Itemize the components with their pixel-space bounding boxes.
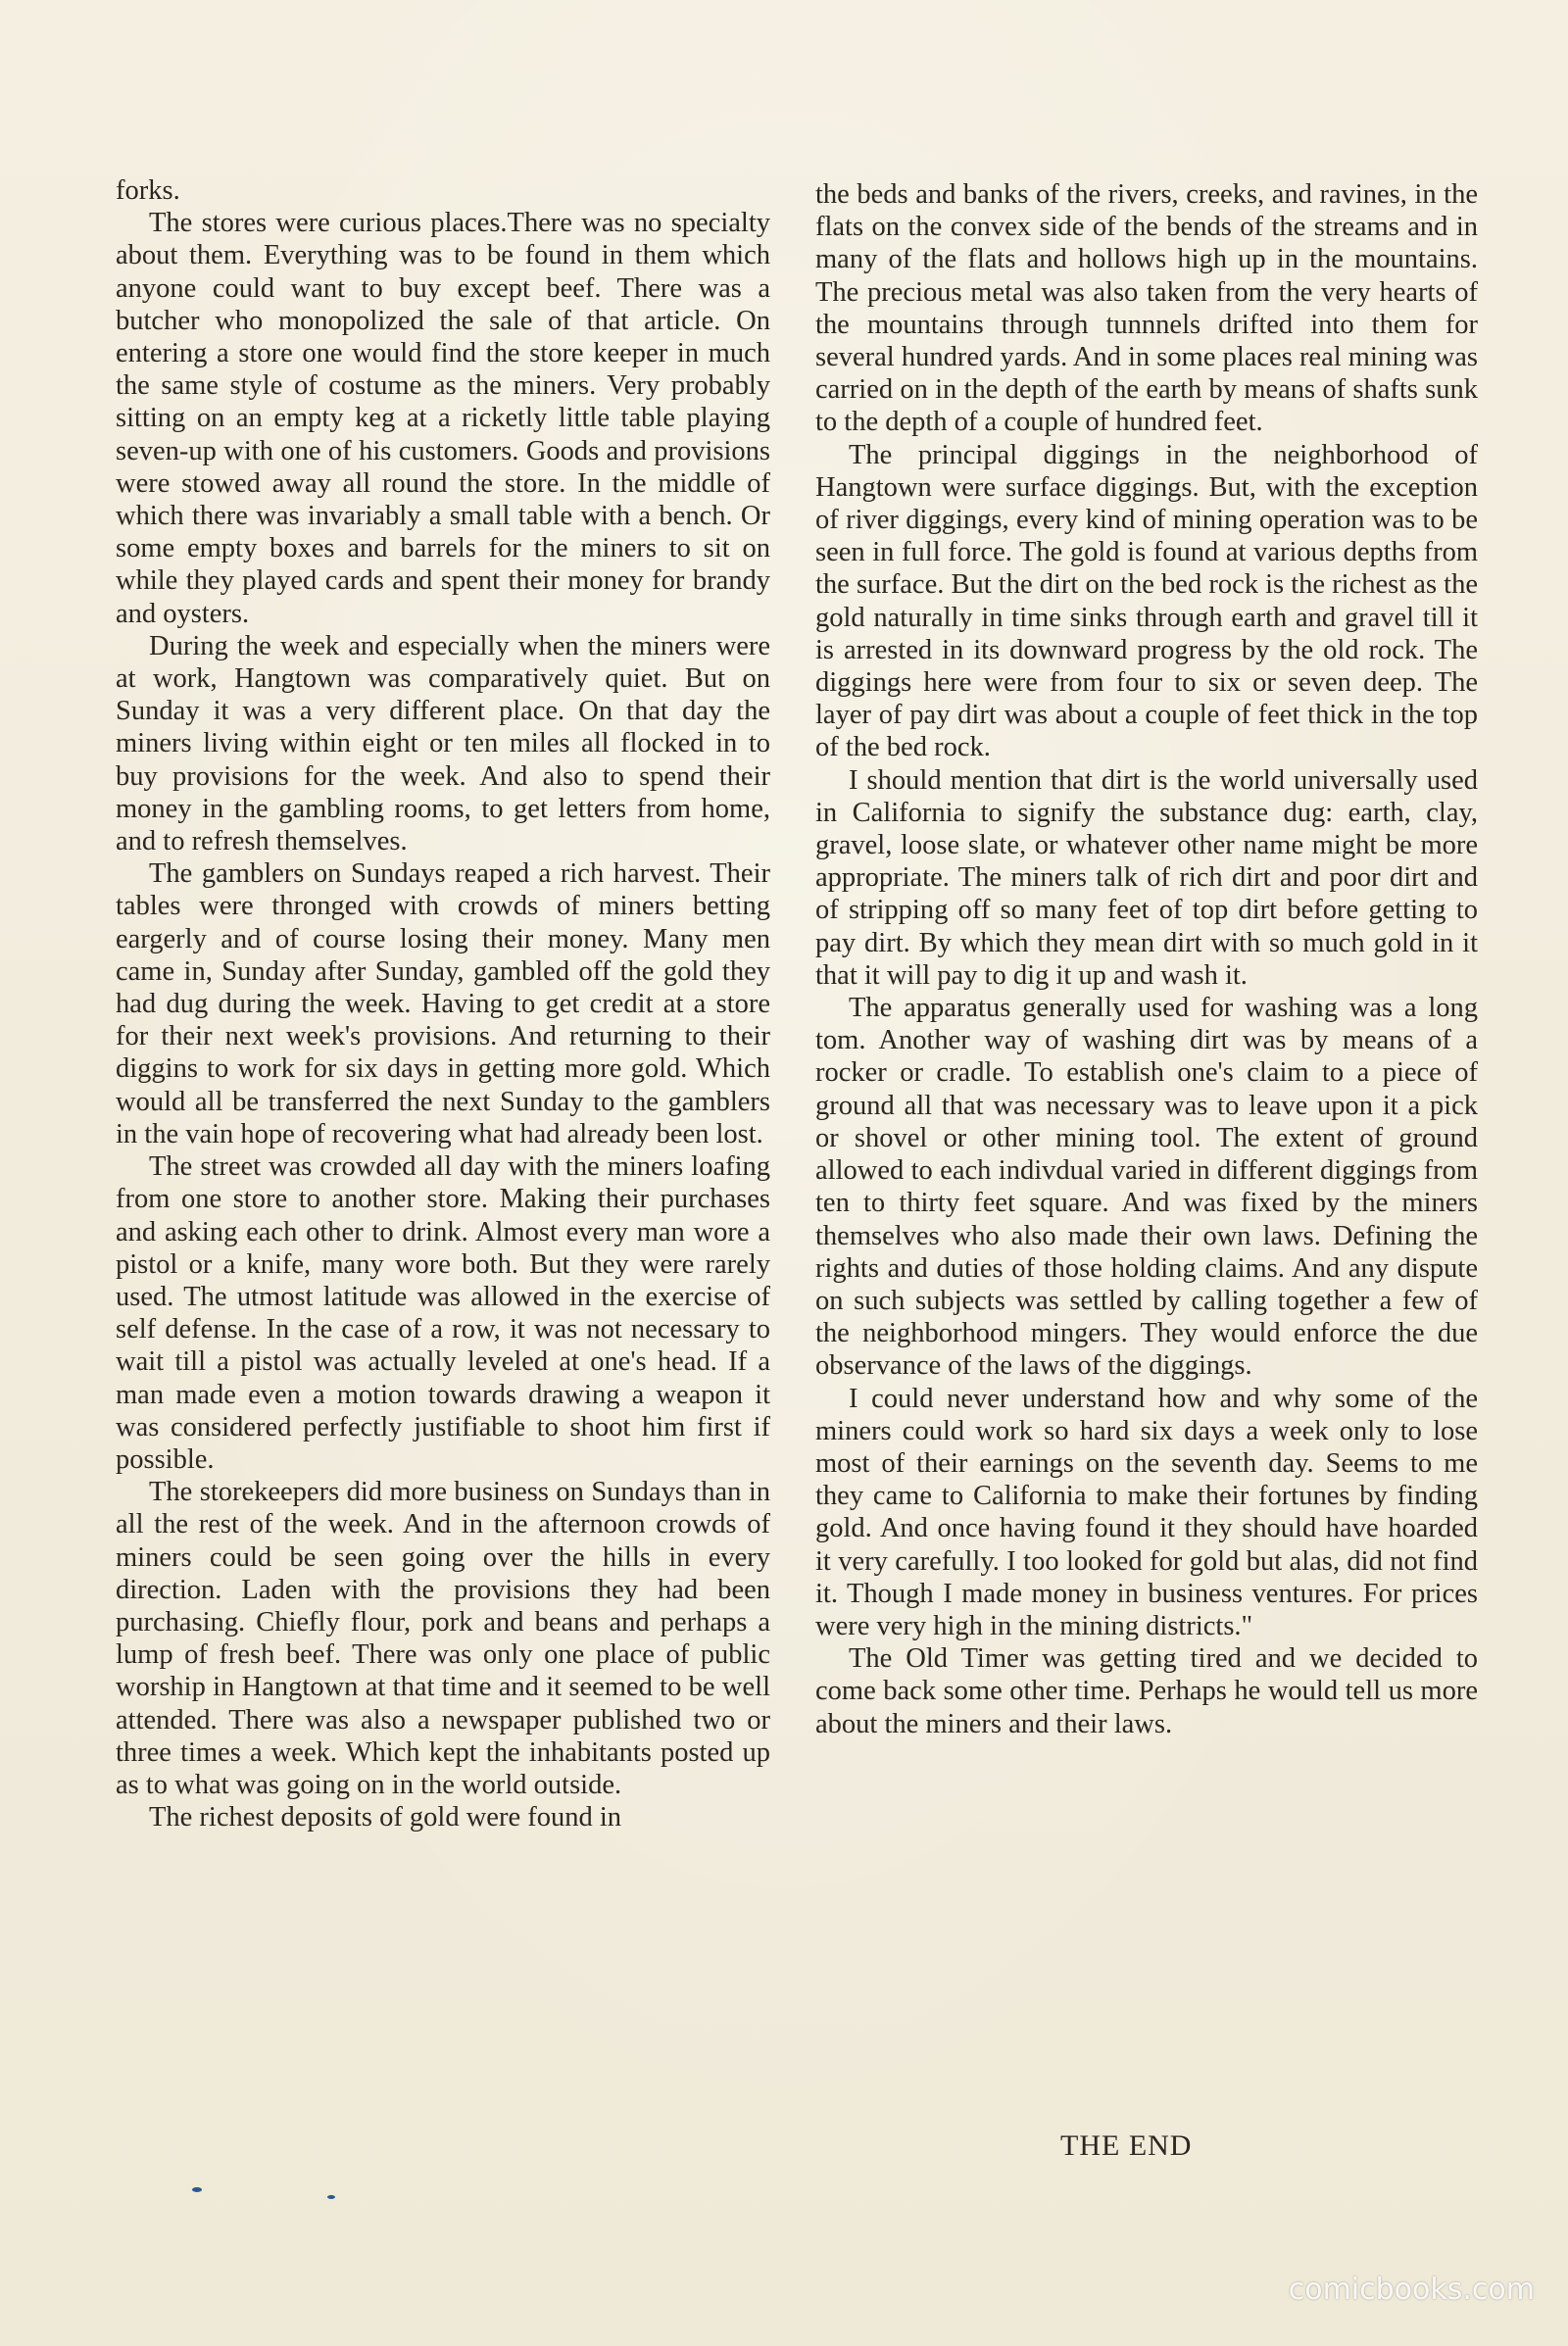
left-column [116,174,770,1833]
ink-speck [327,2195,335,2199]
paragraph: The gamblers on Sundays reaped a rich harvest. Their tables were thronged with crowds of miners betting eargerly and of course losing their money. Many men came in, Sunday after Sunday, gambled off the gold they had dug during the week. Having to get credit at a store for their next week's provisions. And returning to their diggins to work for six days in getting more gold. Which would all be transferred the next Sunday to the gamblers in the vain hope of recovering what had already been lost. [116,858,770,1149]
paragraph: The apparatus generally used for washing was a long tom. Another way of washing dirt was by means of a rocker or cradle. To establish one's claim to a piece of ground all that was necessary was to leave upon it a pick or shovel or other mining tool. The extent of ground allowed to each indivdual varied in different diggings from ten to thirty feet square. And was fixed by the miners themselves who also made their own laws. Defining the rights and duties of those holding claims. And any dispute on such subjects was settled by calling together a few of the neighborhood mingers. They would enforce the due observance of the laws of the diggings. [815,993,1478,1382]
paragraph: the beds and banks of the rivers, creeks, and ravines, in the flats on the convex side of the bends of the streams and in many of the flats and hollows high up in the mountains. The precious metal was also taken from the very hearts of the mountains through tunnnels drifted into them for several hundred yards. And in some places real mining was carried on in the depth of the earth by means of shafts sunk to the depth of a couple of hundred feet. [815,179,1478,438]
paragraph: forks. [116,175,180,206]
right-column [815,178,1478,1740]
paragraph: I could never understand how and why some of the miners could work so hard six days a week only to lose most of their earnings on the seventh day. Seems to me they came to California to make their fortunes by finding gold. And once having found it they should have hoarded it very carefully. I too looked for gold but alas, did not find it. Though I made money in business ventures. For prices were very high in the mining districts." [815,1383,1478,1641]
paragraph: The principal diggings in the neighborhood of Hangtown were surface diggings. But, with the exception of river diggings, every kind of mining operation was to be seen in full force. The gold is found at various depths from the surface. But the dirt on the bed rock is the richest as the gold naturally in time sinks through earth and gravel till it is arrested in its downward progress by the old rock. The diggings here were from four to six or seven deep. The layer of pay dirt was about a couple of feet thick in the top of the bed rock. [815,439,1478,763]
paragraph: I should mention that dirt is the world universally used in California to signify the substance dug: earth, clay, gravel, loose slate, or whatever other name might be more appropriate. The miners talk of rich dirt and poor dirt and of stripping off so many feet of top dirt before getting to pay dirt. By which they mean dirt with so much gold in it that it will pay to dig it up and wash it. [815,764,1478,991]
paragraph: The stores were curious places.There was no specialty about them. Everything was to be found in them which anyone could want to buy except beef. There was a butcher who monopolized the sale of that article. On entering a store one would find the store keeper in much the same style of costume as the miners. Very probably sitting on an empty keg at a ricketly little table playing seven-up with one of his customers. Goods and provisions were stowed away all round the store. In the middle of which there was invariably a small table with a bench. Or some empty boxes and barrels for the miners to sit on while they played cards and spent their money for brandy and oysters. [116,208,770,629]
paragraph: The street was crowded all day with the miners loafing from one store to another store. Making their purchases and asking each other to drink. Almost every man wore a pistol or a knife, many wore both. But they were rarely used. The utmost latitude was allowed in the exercise of self defense. In the case of a row, it was not necessary to wait till a pistol was actually leveled at one's head. If a man made even a motion towards drawing a weapon it was considered perfectly justifiable to shoot him first if possible. [116,1151,770,1475]
paragraph: The richest deposits of gold were found in [149,1802,622,1833]
paragraph: During the week and especially when the miners were at work, Hangtown was comparatively quiet. But on Sunday it was a very different place. On that day the miners living within eight or ten miles all flocked in to buy provisions for the week. And also to spend their money in the gambling rooms, to get letters from home, and to refresh themselves. [116,630,770,857]
ink-speck [192,2187,202,2192]
paragraph: The Old Timer was getting tired and we decided to come back some other time. Perhaps he would tell us more about the miners and their laws. [815,1643,1478,1739]
paragraph: The storekeepers did more business on Sundays than in all the rest of the week. And in the afternoon crowds of miners could be seen going over the hills in every direction. Laden with the provisions they had been purchasing. Chiefly flour, pork and beans and perhaps a lump of fresh beef. There was only one place of public worship in Hangtown at that time and it seemed to be well attended. There was also a newspaper published two or three times a week. Which kept the inhabitants posted up as to what was going on in the world outside. [116,1477,770,1800]
watermark: comicbooks.com [1288,2273,1535,2307]
the-end-label: THE END [1060,2129,1193,2162]
